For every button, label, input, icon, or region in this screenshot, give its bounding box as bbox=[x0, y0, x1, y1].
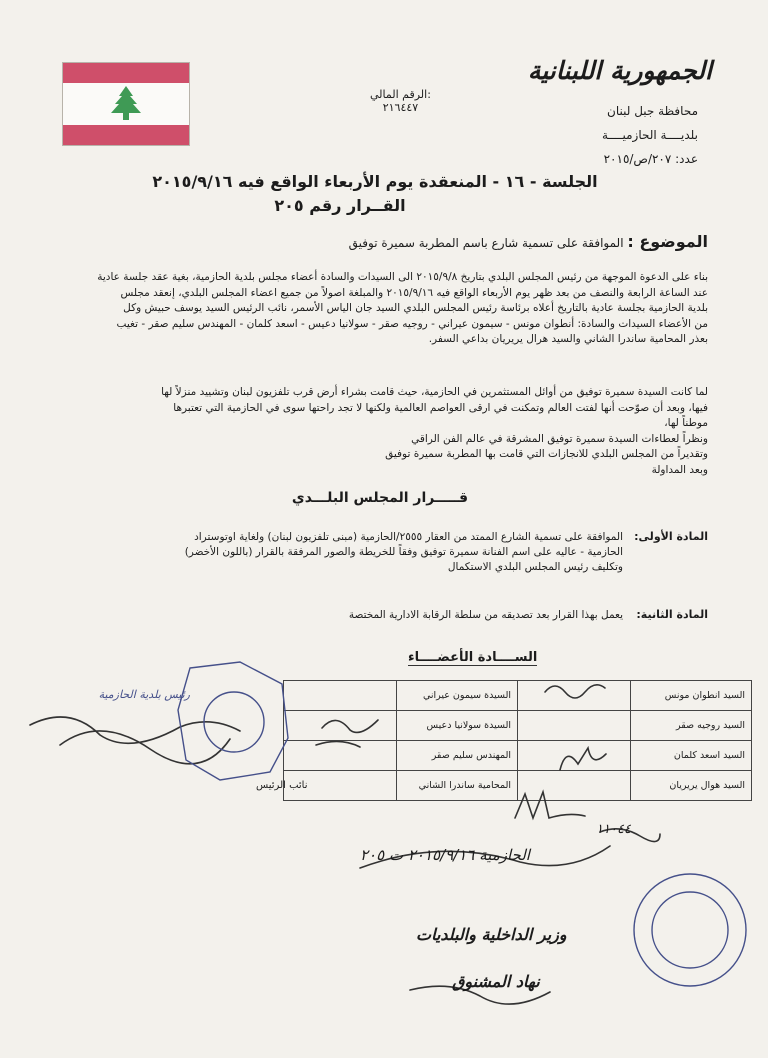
consideration-line: وبعد المداولة bbox=[651, 463, 708, 476]
document-number: عدد: ٢٠٧/ص/٢٠١٥ bbox=[603, 152, 698, 166]
minister-title: وزير الداخلية والبلديات bbox=[416, 925, 567, 944]
handwritten-number: ١١٠٤٤ bbox=[596, 822, 631, 837]
signature-scribble bbox=[560, 748, 606, 770]
subject-label: الموضوع : bbox=[627, 232, 708, 251]
intro-line: بلدية الحازمية بجلسة عادية بالتاريخ أعلاه برئاسة رئيس المجلس البلدي السيد جان الياس الأسمر، نائب الرئيس السيد يوسف حبيش وكل bbox=[123, 302, 708, 314]
consideration-line: موطناً لها، bbox=[664, 417, 708, 429]
intro-line: بعذر المحامية ساندرا الشاني والسيد هرال يريريان بداعي السفر. bbox=[428, 333, 708, 345]
seal-text: رئيس بلدية الحازمية bbox=[98, 688, 190, 701]
article-line: الحازمية - عاليه على اسم الفنانة سميرة توفيق وفقاً للخريطة والصور المرفقة بالقرار (باللون الأخضر) bbox=[184, 546, 623, 558]
municipality-seal bbox=[178, 662, 288, 780]
article-2-label: المادة الثانية: bbox=[636, 608, 708, 621]
signature-scribble bbox=[60, 731, 230, 764]
article-line: يعمل بهذا القرار بعد تصديقه من سلطة الرقابة الادارية المختصة bbox=[348, 609, 623, 621]
subject-text: الموافقة على تسمية شارع باسم المطربة سميرة توفيق bbox=[348, 236, 624, 250]
member-name: السيد روجيه صقر bbox=[631, 711, 752, 741]
member-name: المهندس سليم صقر bbox=[397, 741, 518, 771]
article-1-label: المادة الأولى: bbox=[634, 530, 708, 543]
consideration-line: وتقديراً من المجلس البلدي للانجازات التي قامت بها المطربة سميرة توفيق bbox=[385, 448, 708, 460]
members-title: الســــادة الأعضــــاء bbox=[408, 650, 538, 665]
member-name: السيد انطوان مونس bbox=[631, 681, 752, 711]
consideration-line: ونظراً لعطاءات السيدة سميرة توفيق المشرقة في عالم الفن الراقي bbox=[411, 432, 708, 445]
member-name: السيدة سولانيا دعيس bbox=[397, 711, 518, 741]
governorate-line: محافظة جبل لبنان bbox=[607, 104, 698, 118]
signature-scribble bbox=[316, 741, 360, 747]
session-title: الجلسة - ١٦ - المنعقدة يوم الأربعاء الواقع فيه ٢٠١٥/٩/١٦ bbox=[152, 172, 598, 191]
municipality-line: بلديــــة الحازميــــة bbox=[602, 128, 698, 142]
intro-line: بناء على الدعوة الموجهة من رئيس المجلس البلدي بتاريخ ٢٠١٥/٩/٨ الى السيدات والسادة أعضاء مجلس بلدية الحازمية، بغية عقد جلسة عادية bbox=[97, 271, 708, 283]
reference-label: الرقم المالي: bbox=[370, 88, 431, 101]
deputy-label: نائب الرئيس bbox=[256, 780, 308, 791]
member-name: السيد هوال يريريان bbox=[631, 771, 752, 801]
signature-scribble bbox=[322, 720, 378, 732]
intro-line: من الأعضاء السيدات والسادة: أنطوان مونس - سيمون عيراني - روجيه صقر - سولانيا دعيس - اسعد كلمان - المهندس سليم صقر - تغيب bbox=[116, 317, 708, 330]
seal-inner-ring bbox=[652, 892, 728, 968]
intro-line: عند الساعة الرابعة والنصف من بعد ظهر يوم الأربعاء الواقع فيه ٢٠١٥/٩/١٦ والمبلغة اصولاً من جميع اعضاء المجلس البلدي، إنعقد مجلس bbox=[120, 286, 708, 299]
member-name: السيدة سيمون عيراني bbox=[397, 681, 518, 711]
signature-scribble bbox=[545, 685, 605, 698]
republic-title: الجمهورية اللبنانية bbox=[527, 56, 712, 85]
council-decision-heading: قـــــرار المجلس البلـــدي bbox=[291, 490, 469, 506]
consideration-line: فيها، وبعد أن صوّحت أنها لفتت العالم وتمكنت في ارقى العواصم العالمية ولكنها لا تجد راحتها سوى في الحازمية التي تعتبرها bbox=[173, 401, 708, 414]
ministry-seal bbox=[634, 874, 746, 986]
decision-number: القــرار رقم ٢٠٥ bbox=[274, 196, 406, 215]
consideration-line: لما كانت السيدة سميرة توفيق من أوائل المستثمرين في الحازمية، حيث قامت بشراء أرض قرب تلفزيون لبنان وتشييد منزلاً لها bbox=[161, 386, 708, 398]
signature-scribble bbox=[515, 792, 585, 818]
member-name: السيد اسعد كلمان bbox=[631, 741, 752, 771]
handwritten-date: الحازمية ٢٠١٥/٩/١٦ ت ٢٠٥ bbox=[360, 846, 530, 864]
member-name: المحامية ساندرا الشاني bbox=[397, 771, 518, 801]
article-line: الموافقة على تسمية الشارع الممتد من العقار ٢٥٥٥/الحازمية (مبنى تلفزيون لبنان) ولغاية اوتوستراد bbox=[194, 531, 623, 543]
reference-value: ٢١٦٤٤٧ bbox=[382, 101, 419, 114]
minister-name: نهاد المشنوق bbox=[452, 972, 540, 991]
article-line: وتكليف رئيس المجلس البلدي الاستكمال bbox=[447, 561, 623, 573]
